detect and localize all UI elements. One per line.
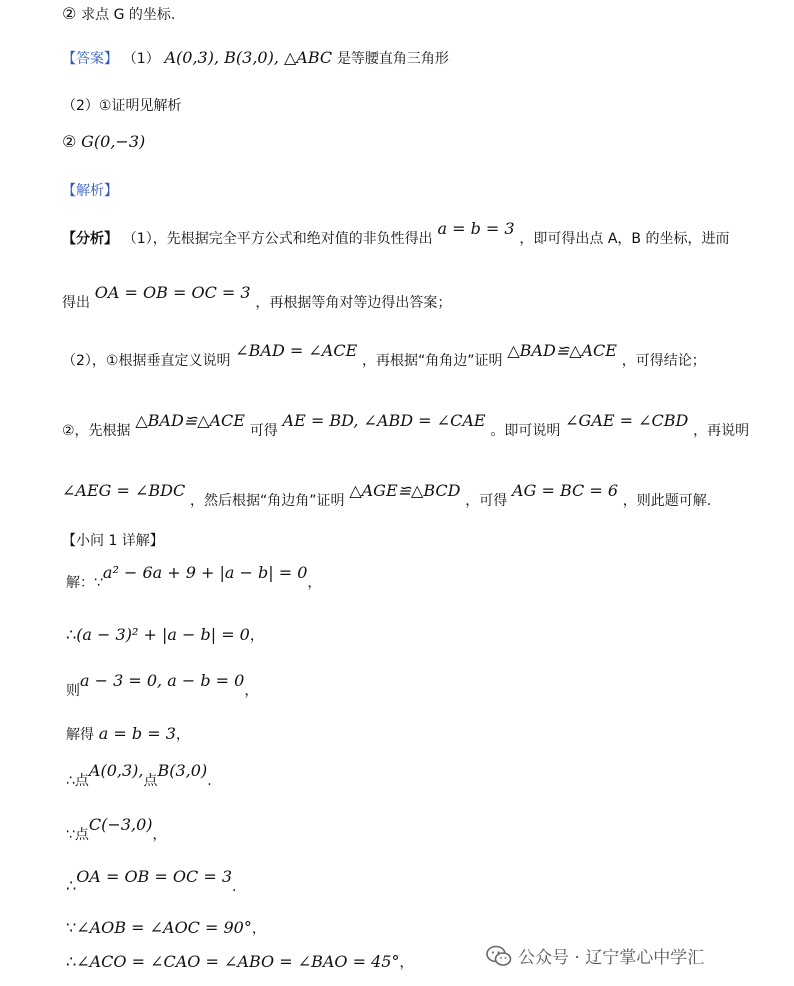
answer-line-3: ② G(0,−3) (62, 132, 146, 151)
answer-tag: 【答案】 (62, 51, 118, 67)
solution-step-2: ∴(a − 3)² + |a − b| = 0， (66, 625, 264, 644)
watermark-text: 公众号 · 辽宁掌心中学汇 (518, 948, 705, 968)
analysis-line-3: （2），①根据垂直定义说明 ∠BAD = ∠ACE ，再根据“角角边”证明 △BAD≌△ACE ，可得结论； (62, 341, 706, 369)
solution-step-9: ∴∠ACO = ∠CAO = ∠ABO = ∠BAO = 45°， (66, 952, 414, 971)
analysis-line-1: 【分析】 （1），先根据完全平方公式和绝对值的非负性得出 a = b = 3 ，即可得出点 A，B 的坐标，进而 (62, 219, 730, 247)
solution-step-6: ∵点C(−3,0)， (66, 815, 167, 843)
solution-step-8: ∵∠AOB = ∠AOC = 90°， (66, 918, 266, 937)
analysis-line-4: ②，先根据 △BAD≌△ACE 可得 AE = BD, ∠ABD = ∠CAE 。即可说明 ∠GAE = ∠CBD ，再说明 (62, 411, 750, 439)
wechat-icon (486, 945, 512, 967)
watermark (486, 943, 704, 968)
analysis-heading: 【解析】 (62, 183, 118, 199)
answer-line-2: （2）①证明见解析 (62, 98, 182, 114)
detail-heading: 【小问 1 详解】 (62, 533, 164, 549)
solution-step-4: 解得 a = b = 3， (66, 724, 190, 743)
solution-step-3: 则a − 3 = 0, a − b = 0， (66, 671, 259, 699)
solution-step-7: ∴OA = OB = OC = 3. (66, 867, 237, 895)
solution-step-5: ∴点A(0,3),点B(3,0). (66, 761, 212, 789)
question-title: ② 求点 G 的坐标. (62, 4, 176, 23)
analysis-line-5: ∠AEG = ∠BDC ，然后根据“角边角”证明 △AGE≌△BCD ，可得 AG = BC = 6 ，则此题可解. (62, 481, 712, 509)
solution-step-1: 解：∵a² − 6a + 9 + |a − b| = 0， (66, 563, 322, 591)
analysis-line-2: 得出 OA = OB = OC = 3 ，再根据等角对等边得出答案； (62, 283, 452, 311)
answer-line-1: 【答案】 （1） A(0,3), B(3,0), △ABC 是等腰直角三角形 (62, 48, 449, 67)
